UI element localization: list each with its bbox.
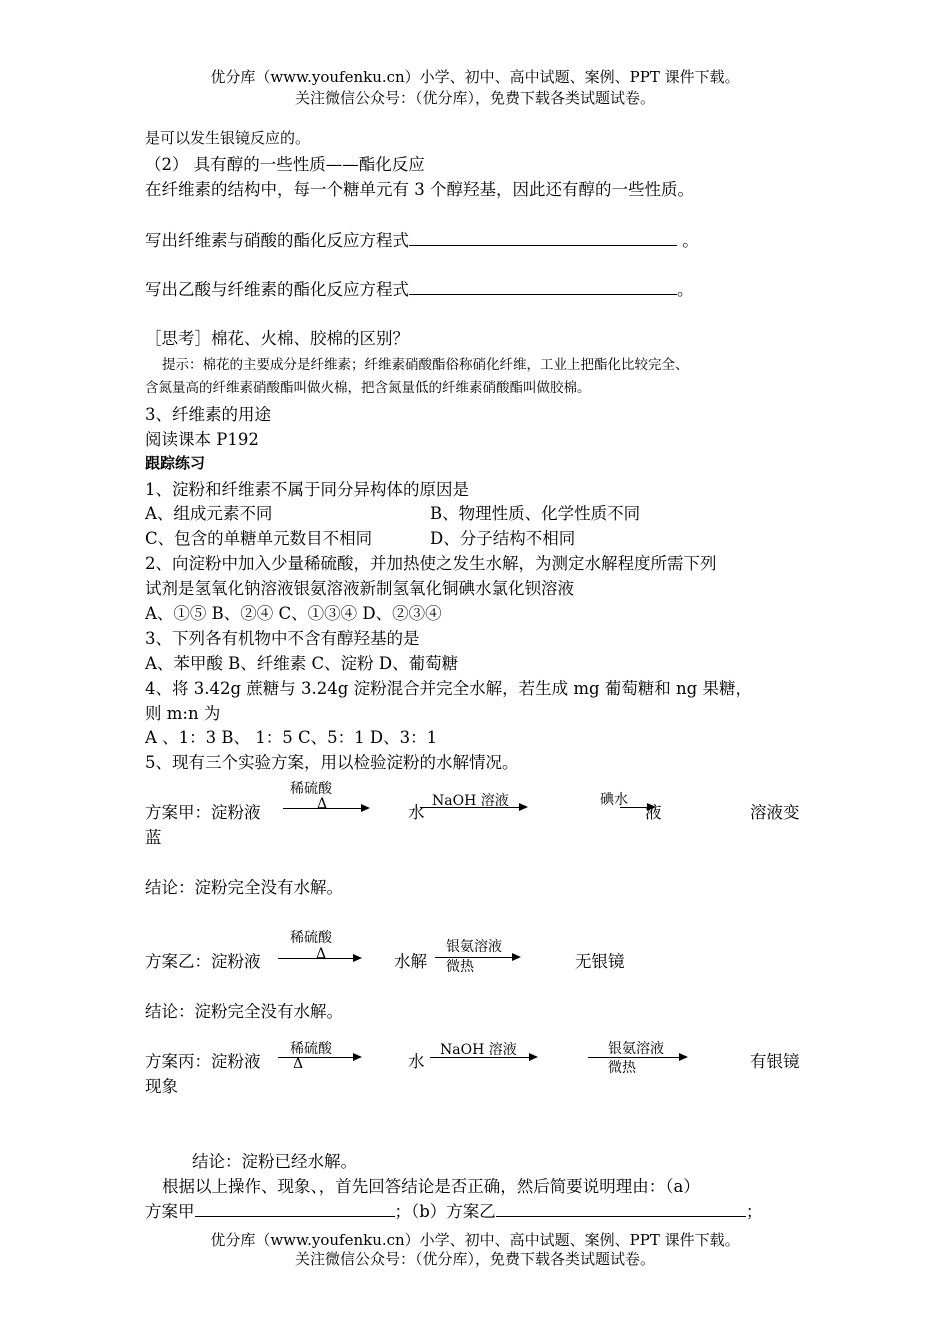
scheme-bing-prefix: 方案丙：淀粉液 [145,1052,261,1071]
reaction-arrow [278,1057,360,1058]
question-4-options: A 、1：3 B、 1：5 C、5：1 D、3：1 [145,728,438,747]
equation-prompt-acetic [145,276,694,300]
question-2-options: A、①⑤ B、②④ C、①③④ D、②③④ [145,604,442,623]
hint-line-2: 含氮量高的纤维素硝酸酯叫做火棉，把含氮量低的纤维素硝酸酯叫做胶棉。 [145,380,591,396]
text-fragment: 水解 [394,952,427,971]
hint-line-1: 提示：棉花的主要成分是纤维素；纤维素硝酸酯俗称硝化纤维，工业上把酯化比较完全、 [162,357,689,373]
header-line-1: 优分库（www.youfenku.cn）小学、初中、高中试题、案例、PPT 课件下载。 [210,68,740,86]
reagent-label: 银氨溶液 [446,936,502,956]
footer-line-1: 优分库（www.youfenku.cn）小学、初中、高中试题、案例、PPT 课件下载。 [210,1231,740,1249]
option-d: D、分子结构不相同 [430,529,576,548]
prompt-text: 写出乙酸与纤维素的酯化反应方程式 [145,280,409,299]
reagent-label: NaOH 溶液 [440,1042,517,1058]
scheme-result: 无银镜 [575,952,625,971]
answer-blank-a[interactable] [195,1200,395,1217]
scheme-bing-conclusion: 结论：淀粉已经水解。 [192,1152,357,1171]
reaction-arrow [420,807,526,808]
text-fragment: 液 [645,803,662,822]
section-heading: 3、纤维素的用途 [145,405,271,424]
final-answer-line [145,1198,762,1222]
answer-blank[interactable] [409,278,677,295]
text-line: 是可以发生银镜反应的。 [145,129,311,147]
condition-label: Δ [316,946,327,962]
header-line-2: 关注微信公众号：（优分库），免费下载各类试题试卷。 [294,89,655,107]
answer-blank[interactable] [409,229,677,246]
question-1: 1、淀粉和纤维素不属于同分异构体的原因是 [145,480,469,499]
reaction-arrow [430,1057,536,1058]
reaction-arrow [620,807,654,808]
scheme-result: 溶液变 [750,803,800,822]
reagent-label: 稀硫酸 [290,781,332,797]
punctuation: 。 [677,280,694,299]
scheme-jia-prefix: 方案甲：淀粉液 [145,803,261,822]
question-4-line-1: 4、将 3.42g 蔗糖与 3.24g 淀粉混合并完全水解，若生成 mg 葡萄糖和 ng 果糖， [145,679,752,698]
answer-label-b: ；（b）方案乙 [394,1202,496,1221]
scheme-jia-conclusion: 结论：淀粉完全没有水解。 [145,878,343,897]
section-heading: （2） 具有醇的一些性质——酯化反应 [145,155,425,174]
condition-label: Δ [293,1056,304,1072]
scheme-result-wrap: 现象 [145,1077,178,1096]
punctuation: 。 [677,231,699,250]
condition-label: Δ [317,796,328,812]
reagent-label: 稀硫酸 [290,1041,332,1057]
scheme-yi-conclusion: 结论：淀粉完全没有水解。 [145,1002,343,1021]
punctuation: ； [745,1202,763,1221]
answer-blank-b[interactable] [496,1200,746,1217]
scheme-result: 有银镜 [750,1052,800,1071]
reagent-label: 稀硫酸 [290,930,332,946]
question-2-line-1: 2、向淀粉中加入少量稀硫酸，并加热使之发生水解，为测定水解程度所需下列 [145,554,717,573]
condition-label: 微热 [608,1060,636,1076]
text-line: 在纤维素的结构中，每一个糖单元有 3 个醇羟基，因此还有醇的一些性质。 [145,180,694,199]
option-c: C、包含的单糖单元数目不相同 [145,529,373,548]
answer-label-a: 方案甲 [145,1202,195,1221]
equation-prompt-nitric [145,227,699,251]
question-2-line-2: 试剂是氢氧化钠溶液银氨溶液新制氢氧化铜碘水氯化钡溶液 [145,579,574,598]
question-3-options: A、苯甲酸 B、纤维素 C、淀粉 D、葡萄糖 [145,654,459,673]
reagent-label: NaOH 溶液 [432,793,509,809]
footer-line-2: 关注微信公众号：（优分库），免费下载各类试题试卷。 [294,1250,655,1268]
text-line: 阅读课本 P192 [145,430,259,449]
text-fragment: 水 [408,803,425,822]
condition-label: 微热 [446,959,474,975]
question-5: 5、现有三个实验方案，用以检验淀粉的水解情况。 [145,753,519,772]
final-question: 根据以上操作、现象、，首先回答结论是否正确，然后简要说明理由：（a） [162,1177,700,1196]
question-4-line-2: 则 m:n 为 [145,704,221,723]
reagent-label: 碘水 [600,792,628,808]
scheme-yi-prefix: 方案乙：淀粉液 [145,952,261,971]
reaction-arrow [588,1057,686,1058]
think-question: ［思考］棉花、火棉、胶棉的区别？ [145,329,409,348]
practice-heading: 跟踪练习 [145,454,206,472]
option-a: A、组成元素不同 [145,504,273,523]
option-b: B、物理性质、化学性质不同 [430,504,641,523]
text-fragment: 水 [408,1052,425,1071]
scheme-result-wrap: 蓝 [145,828,162,847]
prompt-text: 写出纤维素与硝酸的酯化反应方程式 [145,231,409,250]
reagent-label: 银氨溶液 [608,1038,664,1058]
question-3: 3、下列各有机物中不含有醇羟基的是 [145,629,420,648]
